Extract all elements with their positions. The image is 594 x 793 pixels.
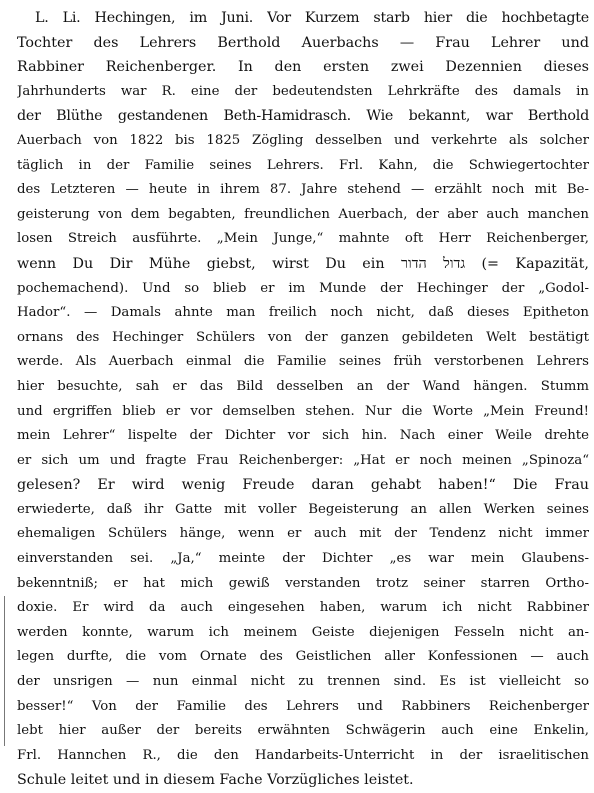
- article-line: legen durfte, die vom Ornate des Geistlichen aller Konfessionen — auch: [17, 649, 589, 665]
- article-body: [17, 6, 589, 793]
- article-line: pochemachend). Und so blieb er im Munde der Hechinger der „Godol-: [17, 280, 589, 296]
- article-line: und ergriffen blieb er vor demselben stehen. Nur die Worte „Mein Freund!: [17, 403, 589, 419]
- article-line: besser!“ Von der Familie des Lehrers und Rabbiners Reichenberger: [17, 698, 589, 714]
- article-line: Auerbach von 1822 bis 1825 Zögling desselben und verkehrte als solcher: [17, 132, 589, 148]
- article-line: täglich in der Familie seines Lehrers. Frl. Kahn, die Schwiegertochter: [17, 157, 589, 173]
- article-line: mein Lehrer“ lispelte der Dichter vor sich hin. Nach einer Weile drehte: [17, 428, 589, 444]
- article-line: doxie. Er wird da auch eingesehen haben, warum ich nicht Rabbiner: [17, 600, 589, 616]
- article-line: hier besuchte, sah er das Bild desselben an der Wand hängen. Stumm: [17, 378, 589, 394]
- article-line: ornans des Hechinger Schülers von der ganzen gebildeten Welt bestätigt: [17, 329, 589, 345]
- article-line: werde. Als Auerbach einmal die Familie seines früh verstorbenen Lehrers: [17, 354, 589, 370]
- article-line: Schule leitet und in diesem Fache Vorzügliches leistet.: [17, 772, 414, 789]
- article-line: Tochter des Lehrers Berthold Auerbachs — Frau Lehrer und: [17, 34, 589, 51]
- article-line: L. Li. Hechingen, im Juni. Vor Kurzem starb hier die hochbetagte: [35, 10, 589, 26]
- article-line: Jahrhunderts war R. eine der bedeutendsten Lehrkräfte des damals in: [17, 83, 589, 99]
- article-line: er sich um und fragte Frau Reichenberger: „Hat er noch meinen „Spinoza“: [17, 452, 589, 468]
- article-line: bekenntniß; er hat mich gewiß verstanden trotz seiner starren Ortho-: [17, 575, 589, 591]
- article-line: losen Streich ausführte. „Mein Junge,“ mahnte oft Herr Reichenberger,: [17, 231, 589, 247]
- article-line: einverstanden sei. „Ja,“ meinte der Dichter „es war mein Glaubens-: [17, 551, 589, 567]
- article-line: gelesen? Er wird wenig Freude daran gehabt haben!“ Die Frau: [17, 477, 589, 494]
- article-line: Rabbiner Reichenberger. In den ersten zwei Dezennien dieses: [17, 59, 589, 76]
- article-line: Hador“. — Damals ahnte man freilich noch nicht, daß dieses Epitheton: [17, 305, 589, 321]
- article-line: geisterung von dem begabten, freundlichen Auerbach, der aber auch manchen: [17, 206, 589, 222]
- article-line: Frl. Hannchen R., die den Handarbeits-Unterricht in der israelitischen: [17, 747, 589, 763]
- column-rule: [4, 596, 5, 746]
- article-line: der unsrigen — nun einmal nicht zu trennen sind. Es ist vielleicht so: [17, 674, 589, 690]
- article-line: der Blüthe gestandenen Beth-Hamidrasch. Wie bekannt, war Berthold: [17, 108, 589, 125]
- article-line: ehemaligen Schülers hänge, wenn er auch mit der Tendenz nicht immer: [17, 526, 589, 542]
- article-line: des Letzteren — heute in ihrem 87. Jahre stehend — erzählt noch mit Be-: [17, 182, 589, 198]
- article-line: lebt hier außer der bereits erwähnten Schwägerin auch eine Enkelin,: [17, 723, 589, 739]
- article-line: erwiederte, daß ihr Gatte mit voller Begeisterung an allen Werken seines: [17, 501, 589, 517]
- article-line: werden konnte, warum ich meinem Geiste diejenigen Fesseln nicht an-: [17, 624, 589, 640]
- article-line: wenn Du Dir Mühe giebst, wirst Du ein גדול הדור (= Kapazität,: [17, 255, 589, 272]
